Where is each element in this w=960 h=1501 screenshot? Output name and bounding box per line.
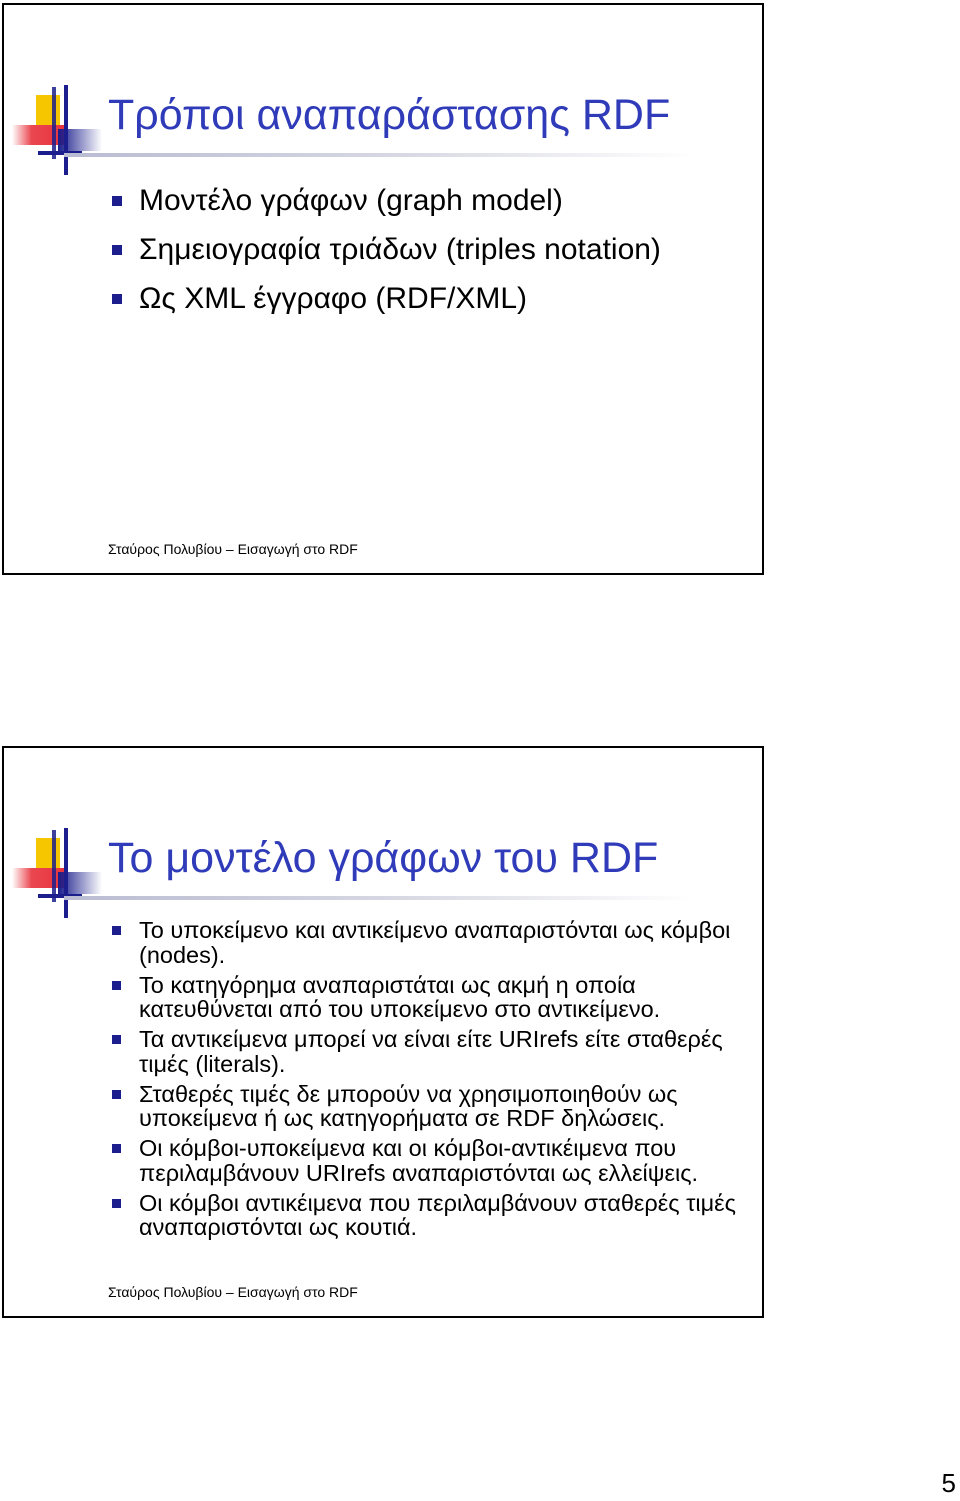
list-item xyxy=(111,1191,741,1240)
bullet-text: Μοντέλο γράφων (graph model) xyxy=(139,184,563,217)
page-number: 5 xyxy=(941,1468,956,1498)
square-bullet-icon xyxy=(112,1035,121,1044)
square-bullet-icon xyxy=(112,294,122,304)
slide-title: Τρόποι αναπαράστασης RDF xyxy=(108,91,671,139)
square-bullet-icon xyxy=(112,1090,121,1099)
square-bullet-icon xyxy=(112,196,122,206)
slide-title: Το μοντέλο γράφων του RDF xyxy=(108,834,659,882)
square-bullet-icon xyxy=(112,1199,121,1208)
bullet-text: Το κατηγόρημα αναπαριστάται ως ακμή η οποία κατευθύνεται από του υποκείμενο στο αντικείμενο. xyxy=(139,971,661,1022)
bullet-list xyxy=(111,918,741,1245)
square-bullet-icon xyxy=(112,981,121,990)
bullet-text: Τα αντικείμενα μπορεί να είναι είτε URIrefs είτε σταθερές τιμές (literals). xyxy=(139,1026,723,1077)
list-item xyxy=(111,230,741,270)
square-bullet-icon xyxy=(112,245,122,255)
slide-footer: Σταύρος Πολυβίου – Εισαγωγή στο RDF xyxy=(108,541,358,557)
square-bullet-icon xyxy=(112,926,121,935)
slide-2 xyxy=(2,746,764,1318)
list-item xyxy=(111,1136,741,1185)
template-logo-icon xyxy=(12,828,112,928)
list-item xyxy=(111,973,741,1022)
bullet-text: Σημειογραφία τριάδων (triples notation) xyxy=(139,233,661,266)
title-divider xyxy=(64,896,694,900)
list-item xyxy=(111,1082,741,1131)
slide-1 xyxy=(2,3,764,575)
list-item xyxy=(111,918,741,967)
title-divider xyxy=(64,153,694,157)
template-logo-icon xyxy=(12,85,112,185)
slide-footer: Σταύρος Πολυβίου – Εισαγωγή στο RDF xyxy=(108,1284,358,1300)
bullet-text: Οι κόμβοι αντικέιμενα που περιλαμβάνουν σταθερές τιμές αναπαριστόνται ως κουτιά. xyxy=(139,1189,736,1240)
list-item xyxy=(111,181,741,221)
bullet-text: Το υποκείμενο και αντικείμενο αναπαριστόνται ως κόμβοι (nodes). xyxy=(139,917,731,968)
bullet-text: Ως XML έγγραφο (RDF/XML) xyxy=(139,282,528,315)
list-item xyxy=(111,279,741,319)
list-item xyxy=(111,1027,741,1076)
bullet-text: Σταθερές τιμές δε μπορούν να χρησιμοποιηθούν ως υποκείμενα ή ως κατηγορήματα σε RDF δηλώσεις. xyxy=(139,1080,678,1131)
bullet-text: Οι κόμβοι-υποκείμενα και οι κόμβοι-αντικέιμενα που περιλαμβάνουν URIrefs αναπαριστόνται ως ελλείψεις. xyxy=(139,1135,699,1186)
bullet-list xyxy=(111,181,741,328)
square-bullet-icon xyxy=(112,1144,121,1153)
